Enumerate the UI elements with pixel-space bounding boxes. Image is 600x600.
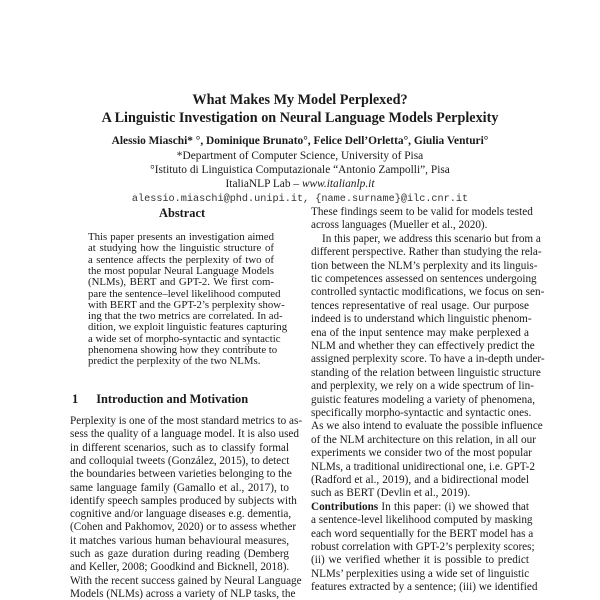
text-line: (NLMs), BERT and GPT-2. We first com- bbox=[88, 276, 274, 289]
section-title: Introduction and Motivation bbox=[96, 392, 249, 406]
text-line: identify speech samples produced by subjects with bbox=[70, 494, 297, 507]
affiliation-2: °Istituto di Linguistica Computazionale “Antonio Zampolli”, Pisa bbox=[150, 164, 450, 176]
text-line: experiments we consider two of the most popular bbox=[311, 447, 532, 460]
text-line: tion between the NLM’s perplexity and its linguis- bbox=[311, 259, 538, 272]
paper-title-line-2: A Linguistic Investigation on Neural Language Models Perplexity bbox=[101, 110, 499, 126]
contributions-label: Contributions bbox=[311, 500, 382, 513]
text-line: sess the quality of a language model. It is also used bbox=[70, 428, 299, 441]
section-number: 1 bbox=[72, 392, 79, 406]
authors: Alessio Miaschi* °, Dominique Brunato°, Felice Dell’Orletta°, Giulia Venturi° bbox=[111, 135, 489, 147]
lab-url[interactable]: www.italianlp.it bbox=[301, 178, 375, 190]
text-line: assigned perplexity score. To have a in-depth under- bbox=[311, 353, 545, 366]
text-line: pare the sentence–level likelihood computed bbox=[88, 287, 281, 300]
text-line: such as BERT (Devlin et al., 2019). bbox=[311, 487, 471, 500]
text-line: and Keller, 2008; Goodkind and Bicknell, 2018). bbox=[70, 561, 290, 574]
text-line: With the recent success gained by Neural Language bbox=[70, 574, 302, 587]
text-line: at studying how the linguistic structure of bbox=[88, 242, 274, 255]
text-line: robust correlation with GPT-2’s perplexity scores; bbox=[311, 541, 535, 553]
text-line: the boundaries between varieties belonging to the bbox=[70, 468, 292, 481]
text-line: predict the perplexity of the two NLMs. bbox=[88, 355, 261, 368]
text-line: across languages (Mueller et al., 2020). bbox=[311, 219, 488, 232]
text-line: ing that the two metrics are correlated. In ad- bbox=[88, 310, 283, 323]
text-line: indeed is to understand which linguistic phenom- bbox=[311, 313, 532, 326]
text-line: (Radford et al., 2019), and a bidirectional model bbox=[311, 474, 529, 486]
text-line: and perplexity, we rely on a wide spectrum of lin- bbox=[311, 380, 534, 393]
text-line: different perspective. Rather than studying the rela- bbox=[311, 246, 542, 259]
section-heading bbox=[72, 392, 248, 407]
text-line: features extracted by a sentence; (iii) we identified bbox=[311, 581, 538, 594]
text-line: controlled syntactic modifications, we focus on sen- bbox=[311, 286, 545, 299]
author-emails: alessio.miaschi@phd.unipi.it, {name.surname}@ilc.cnr.it bbox=[131, 194, 469, 205]
text-line: This paper presents an investigation aimed bbox=[88, 231, 274, 243]
lab-name: ItaliaNLP Lab – bbox=[225, 178, 302, 190]
text-line: phenomena showing how they contribute to bbox=[88, 344, 278, 356]
text-line: dition, we exploit linguistic features capturing bbox=[88, 321, 288, 334]
text-line: NLMs, a traditional unidirectional one, i.e. GPT-2 bbox=[311, 460, 535, 473]
text-line: it matches various human behavioural measures, bbox=[70, 534, 289, 547]
abstract-heading: Abstract bbox=[159, 206, 206, 220]
text-line: such as gaze duration during reading (Demberg bbox=[70, 548, 289, 560]
lab-line bbox=[0, 178, 600, 190]
text-line: a wide set of morpho-syntactic and syntactic bbox=[88, 332, 281, 345]
text-line: Contributions In this paper: (i) we showed that bbox=[311, 500, 529, 513]
text-line: with BERT and the GPT-2’s perplexity show- bbox=[88, 298, 285, 311]
text-line: ena of the input sentence may make perplexed a bbox=[311, 326, 529, 339]
text-line: same language family (Gamallo et al., 2017), to bbox=[70, 481, 289, 494]
text-line: of the NLM architecture on this relation, in all our bbox=[311, 433, 536, 446]
text-line: As we also intend to evaluate the possible influence bbox=[311, 420, 543, 433]
text-line: Models (NLMs) across a variety of NLP tasks, the bbox=[70, 587, 296, 600]
text-line: These findings seem to be valid for models tested bbox=[311, 206, 533, 218]
affiliation-1: *Department of Computer Science, University of Pisa bbox=[176, 150, 424, 162]
text-line: (ii) we verified whether it is possible to predict bbox=[311, 554, 529, 567]
text-line: standing of the relation between linguistic structure bbox=[311, 366, 541, 379]
text-line: cognitive and/or language diseases e.g. dementia, bbox=[70, 508, 292, 521]
paper-title-line-1: What Makes My Model Perplexed? bbox=[192, 92, 408, 108]
text-line: NLMs’ perplexities using a wide set of linguistic bbox=[311, 567, 530, 580]
text-line: NLM and whether they can effectively predict the bbox=[311, 340, 535, 352]
text-line: In this paper, we address this scenario but from a bbox=[322, 232, 541, 245]
text-line: the most popular Neural Language Models bbox=[88, 264, 274, 277]
text-line: tences representative of real usage. Our purpose bbox=[311, 299, 529, 312]
text-line: in different scenarios, such as to classify formal bbox=[70, 441, 289, 454]
text-line: each word sequentially for the BERT model has a bbox=[311, 527, 534, 540]
text-line: guistic features modeling a variety of phenomena, bbox=[311, 393, 535, 406]
text-line: specifically morpho-syntactic and syntactic ones. bbox=[311, 407, 532, 419]
text-line: a sentence-level likelihood computed by masking bbox=[311, 514, 533, 527]
text-line: a sentence affects the perplexity of two of bbox=[88, 253, 274, 266]
text-line: Perplexity is one of the most standard metrics to as- bbox=[70, 415, 303, 427]
text-line: tic competences assessed on sentences undergoing bbox=[311, 273, 537, 285]
text-line: (Cohen and Pakhomov, 2020) or to assess whether bbox=[70, 521, 297, 534]
text-line: and colloquial tweets (González, 2015), to detect bbox=[70, 454, 290, 467]
